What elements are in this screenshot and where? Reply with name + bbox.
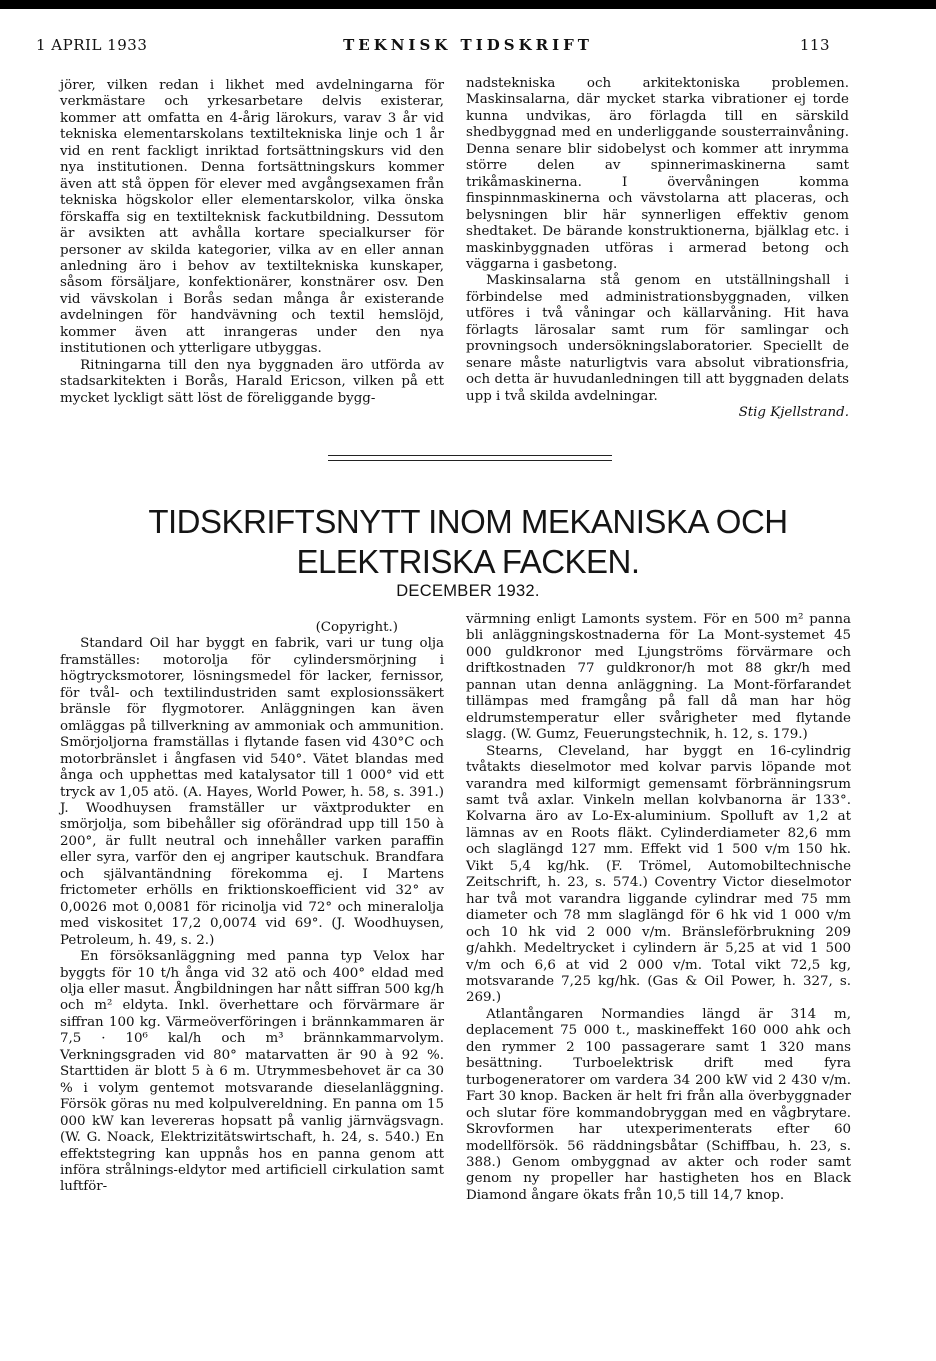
paragraph: Stearns, Cleveland, har byggt en 16-cylindrig tvåtakts dieselmotor med kolvar parvis löpande mot varandra med kilformigt gemensamt förbränningsrum samt två axlar. Vinkeln mellan kolvbanorna är 133°. Kolvarna äro av Lo-Ex-aluminium. Spolluft av 1,2 at lämnas av en Roots fläkt. Cylinderdiameter 82,6 mm och slaglängd 127 mm. Effekt vid 1 500 v/m 150 hk. Vikt 5,4 kg/hk. (F. Trömel, Automobiltechnische Zeitschrift, h. 23, s. 574.) Coventry Victor dieselmotor har två mot varandra liggande cylindrar med 75 mm diameter och 78 mm slaglängd för 6 hk vid 1 000 v/m och 10 hk vid 2 000 v/m. Bränsleförbrukning 209 g/ahkh. Medeltrycket i cylindern är 5,25 at vid 1 500 v/m och 6,6 at vid 2 000 v/m. Total vikt 72,5 kg, motsvarande 7,25 kg/hk. (Gas & Oil Power, h. 327, s. 269.)	[466, 743, 851, 1006]
bottom-right-column	[466, 612, 851, 1204]
paragraph: jörer, vilken redan i likhet med avdelningarna för verkmästare och yrkesarbetare delvis existerar, kommer att omfatta en 4-årig lärokurs, varav 3 år vid tekniska elementarskolans textiltekniska linje och 1 år vid en rent fackligt inriktad fortsättningskurs vid den nya institutionen. Denna fortsättningskurs kommer även att stå öppen för elever med avgångsexamen från tekniska högskolor eller elementarskolor, vilka önska förskaffa sig en textilteknisk fackutbildning. Dessutom är avsikten att avhålla kortare specialkurser för personer av skilda kategorier, vilka av en eller annan anledning äro i behov av textiltekniska kunskaper, såsom försäljare, konfektionärer, konstnärer osv. Den vid vävskolan i Borås sedan många år existerande avdelningen för handvävning och textil hemslöjd, kommer även att inrangeras under den nya institutionen och ytterligare utbyggas.	[60, 78, 444, 357]
article-title-line: ELEKTRISKA FACKEN.	[296, 543, 640, 580]
top-left-column	[60, 78, 444, 407]
author-signature: Stig Kjellstrand.	[738, 405, 849, 421]
paragraph: Atlantångaren Normandies längd är 314 m, deplacement 75 000 t., maskineffekt 160 000 ahk och den rymmer 2 100 passagerare samt 1 320 mans besättning. Turboelektrisk drift med fyra turbogeneratorer om vardera 34 200 kW vid 2 430 v/m. Fart 30 knop. Backen är helt fri från alla överbyggnader och slutar före kommandobryggan med en vågbrytare. Skrovformen har utexperimenterats efter 60 modellförsök. 56 räddningsbåtar (Schiffbau, h. 23, s. 388.) Genom ombyggnad av akter och roder samt genom ny propeller har hastigheten hos en Black Diamond ångare ökats från 10,5 till 14,7 knop.	[466, 1006, 851, 1203]
paragraph: värmning enligt Lamonts system. För en 500 m² panna bli anläggningskostnaderna för La Mont-systemet 45 000 guldkronor med Ljungströms förvärmare och driftkostnaden 77 guldkronor/h mot 88 gkr/h med pannan utan denna anläggning. La Mont-förfarandet tillämpas med framgång på fall då man har hög eldrumstemperatur eller svårigheter med flytande slagg. (W. Gumz, Feuerungstechnik, h. 12, s. 179.)	[466, 612, 851, 743]
article-title	[0, 502, 936, 582]
paragraph: En försöksanläggning med panna typ Velox har byggts för 10 t/h ånga vid 32 atö och 400° eldad med olja eller masut. Ångbildningen har nått siffran 500 kg/h och m² eldyta. Inkl. överhettare och förvärmare är siffran 100 kg. Värmeöverföringen i brännkammaren är 7,5 · 10⁶ kal/h och m³ brännkammarvolym. Verkningsgraden vid 80° matarvatten är 90 à 92 %. Starttiden är blott 5 à 6 m. Utrymmesbehovet är ca 30 % i volym gentemot motsvarande dieselanläggning. Försök göras nu med kolpulvereldning. En panna om 15 000 kW kan levereras hopsatt på vanlig järnvägsvagn. (W. G. Noack, Elektrizitätswirtschaft, h. 24, s. 540.) En effektstegring kan uppnås hos en panna genom att införa strålnings-eldytor med artificiell cirkulation samt luftför-	[60, 949, 444, 1195]
copyright-note: (Copyright.)	[315, 620, 398, 635]
paragraph: Standard Oil har byggt en fabrik, vari ur tung olja framställes: motorolja för cylindersmörjning i högtrycksmotorer, lösningsmedel för lacker, fernissor, för tvål- och textilindustriden samt explosionssäkert bränsle för flygmotorer. Anläggningen kan även omläggas på tillverkning av ammoniak och ammunition. Smörjoljorna framställas i flytande fasen vid 430°C och motorbränslet i ångfasen vid 540°. Vätet blandas med ånga och upphettas med katalysator till 1 000° vid ett tryck av 1,05 atö. (A. Hayes, World Power, h. 58, s. 391.) J. Woodhuysen framställer ur växtprodukter en smörjolja, som bibehåller sig oförändrad upp till 150 à 200°, är fullt neutral och innehåller varken paraffin eller syra, varför den ej angriper kautschuk. Brandfara och självantändning förekomma ej. I Martens frictometer erhölls en friktionskoefficient vid 32° av 0,0026 mot 0,0081 för ricinolja vid 72° och mineralolja med viskositet 17,2 0,0074 vid 69°. (J. Woodhuysen, Petroleum, h. 49, s. 2.)	[60, 636, 444, 948]
section-divider	[328, 460, 612, 461]
paragraph: Maskinsalarna stå genom en utställningshall i förbindelse med administrationsbyggnaden, vilken utföres i två våningar och källarvåning. Hit hava förlagts lärosalar samt rum för samlingar och provningsoch undersökningslaboratorier. Speciellt de senare måste naturligtvis vara absolut vibrationsfria, och detta är huvudanledningen till att byggnaden delats upp i två skilda avdelningar.	[466, 273, 849, 404]
bottom-left-column	[60, 620, 444, 1196]
page-top-border	[0, 0, 936, 9]
top-right-column	[466, 76, 849, 422]
journal-title: TEKNISK TIDSKRIFT	[343, 36, 593, 54]
paragraph: Ritningarna till den nya byggnaden äro utförda av stadsarkitekten i Borås, Harald Ericson, vilken på ett mycket lyckligt sätt löst de föreliggande bygg-	[60, 357, 444, 406]
issue-date: 1 APRIL 1933	[36, 36, 148, 54]
page-number: 113	[799, 36, 830, 54]
section-divider	[328, 455, 612, 456]
paragraph: nadstekniska och arkitektoniska problemen. Maskinsalarna, där mycket starka vibrationer ej torde kunna undvikas, äro förlagda till en särskild shedbyggnad med en underliggande sousterrainvåning. Denna senare blir sidobelyst och kommer att inrymma större delen av spinnerimaskinerna samt trikåmaskinerna. I övervåningen komma finspinnmaskinerna och vävstolarna att placeras, och belysningen blir här synnerligen effektiv genom shedtaket. De bärande konstruktionerna, bjälklag etc. i maskinbyggnaden utföras i armerad betong och väggarna i gasbetong.	[466, 76, 849, 272]
article-subtitle: DECEMBER 1932.	[396, 582, 540, 600]
article-title-line: TIDSKRIFTSNYTT INOM MEKANISKA OCH	[148, 503, 788, 540]
